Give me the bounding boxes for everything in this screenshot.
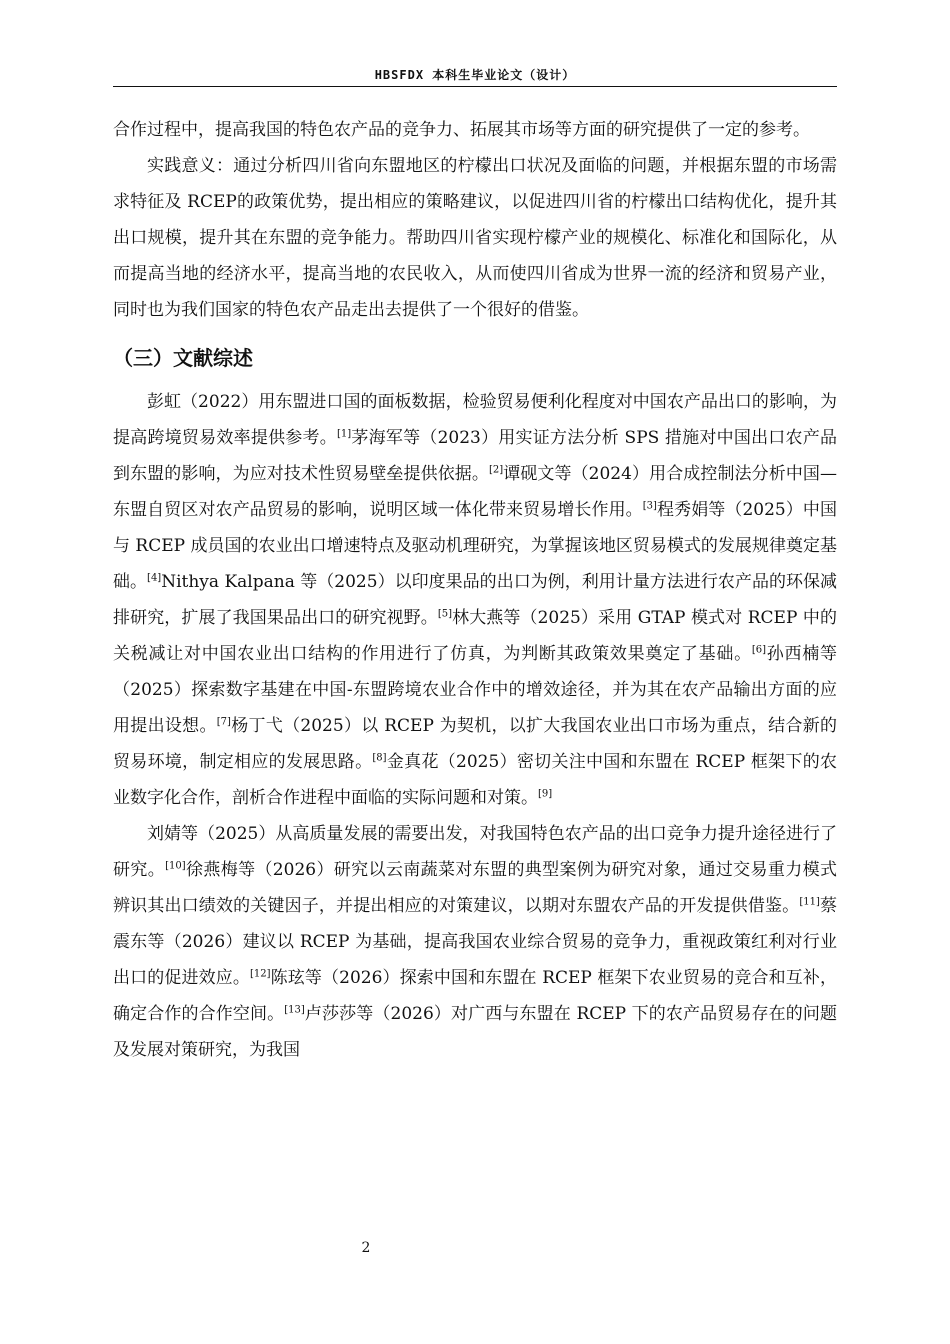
- lit-sentence: 金真花（2025）密切关注中国和东盟在 RCEP 框架下的农业数字化合作，剖析合作进程中面临的实际问题和对策。: [113, 752, 838, 808]
- citation-ref: [4]: [147, 572, 162, 584]
- paragraph-continued: 合作过程中，提高我国的特色农产品的竞争力、拓展其市场等方面的研究提供了一定的参考。: [113, 120, 810, 140]
- lit-sentence: 蔡震东等（2026）建议以 RCEP 为基础，提高我国农业综合贸易的竞争力，重视政策红利对行业出口的促进效应。: [113, 896, 838, 988]
- citation-ref: [12]: [250, 968, 271, 980]
- lit-sentence: Nithya Kalpana 等（2025）以印度果品的出口为例，利用计量方法进行农产品的环保减排研究，扩展了我国果品出口的研究视野。: [113, 572, 838, 628]
- literature-paragraph-2: [113, 816, 837, 1068]
- paragraph-practical-significance: 实践意义：通过分析四川省向东盟地区的柠檬出口状况及面临的问题，并根据东盟的市场需求特征及 RCEP的政策优势，提出相应的策略建议，以促进四川省的柠檬出口结构优化，提升其出口规模，提升其在东盟的竞争能力。帮助四川省实现柠檬产业的规模化、标准化和国际化，从而提高当地的经济水平，提高当地的农民收入，从而使四川省成为世界一流的经济和贸易产业，同时也为我们国家的特色农产品走出去提供了一个很好的借鉴。: [113, 156, 837, 320]
- lit-sentence: 陈玹等（2026）探索中国和东盟在 RCEP 框架下农业贸易的竞合和互补，确定合作的合作空间。: [113, 968, 837, 1024]
- lit-sentence: 杨丁弋（2025）以 RCEP 为契机，以扩大我国农业出口市场为重点，结合新的贸易环境，制定相应的发展思路。: [113, 716, 838, 772]
- citation-ref: [3]: [642, 500, 657, 512]
- lit-sentence: 程秀娟等（2025）中国与 RCEP 成员国的农业出口增速特点及驱动机理研究，为掌握该地区贸易模式的发展规律奠定基础。: [113, 500, 838, 592]
- body-text: [113, 112, 837, 1068]
- citation-ref: [5]: [437, 608, 453, 620]
- citation-ref: [1]: [337, 428, 352, 440]
- lit-sentence: 彭虹（2022）用东盟进口国的面板数据，检验贸易便利化程度对中国农产品出口的影响，为提高跨境贸易效率提供参考。: [113, 392, 837, 448]
- lit-sentence: 谭砚文等（2024）用合成控制法分析中国—东盟自贸区对农产品贸易的影响，说明区域一体化带来贸易增长作用。: [113, 464, 838, 520]
- lit-sentence: 孙西楠等（2025）探索数字基建在中国-东盟跨境农业合作中的增效途径，并为其在农产品输出方面的应用提出设想。: [113, 644, 837, 736]
- citation-ref: [13]: [284, 1004, 305, 1016]
- lit-sentence: 林大燕等（2025）采用 GTAP 模式对 RCEP 中的关税减让对中国农业出口结构的作用进行了仿真，为判断其政策效果奠定了基础。: [113, 608, 837, 664]
- citation-ref: [7]: [216, 716, 231, 728]
- header-rule: [113, 86, 837, 87]
- citation-ref: [2]: [488, 464, 504, 476]
- page-number: 2: [361, 1240, 371, 1256]
- citation-ref: [10]: [165, 860, 186, 872]
- lit-sentence: 徐燕梅等（2026）研究以云南蔬菜对东盟的典型案例为研究对象，通过交易重力模式辨识其出口绩效的关键因子，并提出相应的对策建议，以期对东盟农产品的开发提供借鉴。: [113, 860, 837, 916]
- citation-ref: [6]: [751, 644, 767, 656]
- literature-paragraph-1: [113, 384, 837, 816]
- running-header: HBSFDX 本科生毕业论文（设计）: [374, 68, 576, 82]
- lit-sentence: 茅海军等（2023）用实证方法分析 SPS 措施对中国出口农产品到东盟的影响，为应对技术性贸易壁垒提供依据。: [113, 428, 837, 484]
- citation-ref: [9]: [538, 788, 553, 800]
- lit-sentence: 卢莎莎等（2026）对广西与东盟在 RCEP 下的农产品贸易存在的问题及发展对策研究，为我国: [113, 1004, 837, 1060]
- citation-ref: [8]: [372, 752, 387, 764]
- section-heading: （三）文献综述: [113, 346, 253, 370]
- lit-sentence: 刘婧等（2025）从高质量发展的需要出发，对我国特色农产品的出口竞争力提升途径进行了研究。: [113, 824, 837, 880]
- citation-ref: [11]: [799, 896, 820, 908]
